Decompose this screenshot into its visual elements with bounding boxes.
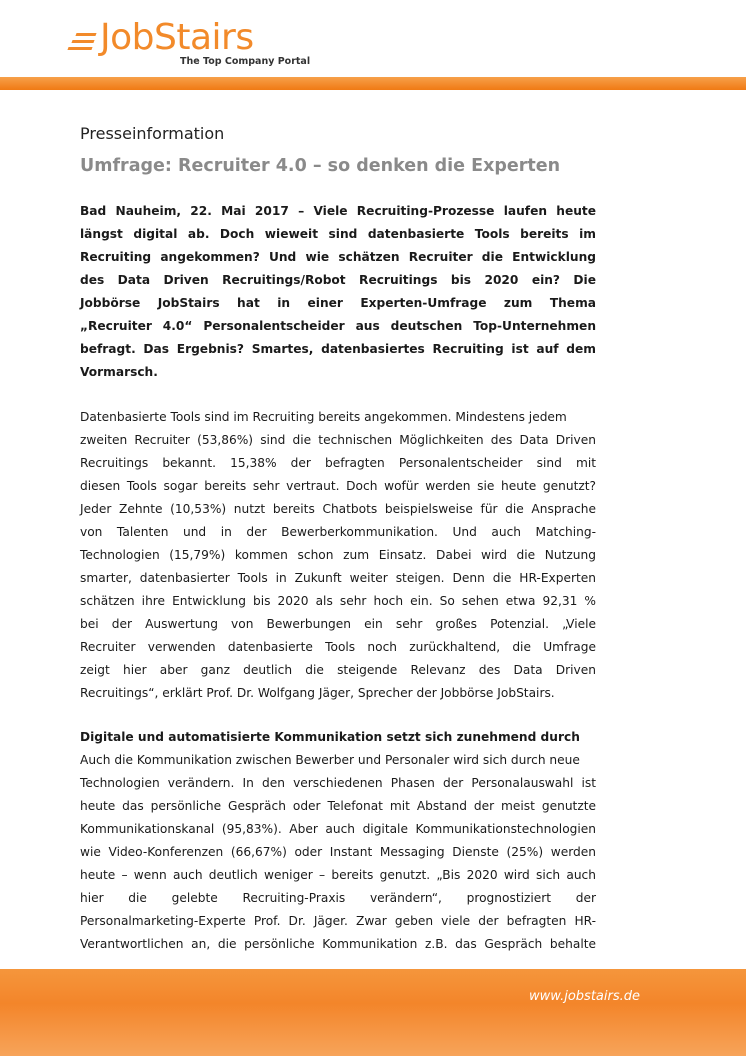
lead-line: befragt. Das Ergebnis? Smartes, datenbasiertes Recruiting ist auf dem xyxy=(80,342,596,356)
section-heading-text: Digitale und automatisierte Kommunikation setzt sich zunehmend durch xyxy=(80,730,580,744)
body-line: diesen Tools sogar bereits sehr vertraut. Doch wofür werden sie heute genutzt? xyxy=(80,479,596,493)
body-line: heute das persönliche Gespräch oder Telefonat mit Abstand der meist genutzte xyxy=(80,799,596,813)
body-line: zweiten Recruiter (53,86%) sind die technischen Möglichkeiten des Data Driven xyxy=(80,433,596,447)
lead-line: „Recruiter 4.0“ Personalentscheider aus deutschen Top-Unternehmen xyxy=(80,319,596,333)
lead-line: längst digital ab. Doch wieweit sind datenbasierte Tools bereits im xyxy=(80,227,596,241)
body-line: von Talenten und in der Bewerberkommunikation. Und auch Matching- xyxy=(80,525,596,539)
section-heading xyxy=(80,726,596,749)
logo-wordmark: JobStairs xyxy=(100,17,254,58)
footer-website-link[interactable]: www.jobstairs.de xyxy=(529,989,640,1004)
body-line: Recruiter verwenden datenbasierte Tools noch zurückhaltend, die Umfrage xyxy=(80,640,596,654)
body-line: schätzen ihre Entwicklung bis 2020 als sehr hoch ein. So sehen etwa 92,31 % xyxy=(80,594,596,608)
body-line: Recruitings bekannt. 15,38% der befragten Personalentscheider sind mit xyxy=(80,456,596,470)
body-line: Technologien (15,79%) kommen schon zum Einsatz. Dabei wird die Nutzung xyxy=(80,548,596,562)
jobstairs-logo[interactable] xyxy=(68,18,328,70)
body-paragraph-2 xyxy=(80,749,596,956)
lead-line: Bad Nauheim, 22. Mai 2017 – Viele Recruiting-Prozesse laufen heute xyxy=(80,204,596,218)
body-line: heute – wenn auch deutlich weniger – bereits genutzt. „Bis 2020 wird sich auch xyxy=(80,868,596,882)
body-paragraph-1 xyxy=(80,406,596,705)
body-line: hier die gelebte Recruiting-Praxis verändern“, prognostiziert der xyxy=(80,891,596,905)
body-line: bei der Auswertung von Bewerbungen ein sehr großes Potenzial. „Viele xyxy=(80,617,596,631)
logo-tagline: The Top Company Portal xyxy=(180,56,311,67)
logo-stripes-icon xyxy=(68,33,98,55)
body-line: wie Video-Konferenzen (66,67%) oder Instant Messaging Dienste (25%) werden xyxy=(80,845,596,859)
lead-line: des Data Driven Recruitings/Robot Recruitings bis 2020 ein? Die xyxy=(80,273,596,287)
body-line: Datenbasierte Tools sind im Recruiting bereits angekommen. Mindestens jedem xyxy=(80,410,567,424)
body-line: Auch die Kommunikation zwischen Bewerber und Personaler wird sich durch neue xyxy=(80,753,580,767)
body-line: Jeder Zehnte (10,53%) nutzt bereits Chatbots beispielsweise für die Ansprache xyxy=(80,502,596,516)
page-header xyxy=(0,0,746,90)
lead-paragraph xyxy=(80,200,596,384)
document-type: Presseinformation xyxy=(80,124,225,143)
lead-line: Recruiting angekommen? Und wie schätzen Recruiter die Entwicklung xyxy=(80,250,596,264)
body-line: Kommunikationskanal (95,83%). Aber auch digitale Kommunikationstechnologien xyxy=(80,822,596,836)
body-line: Personalmarketing-Experte Prof. Dr. Jäger. Zwar geben viele der befragten HR- xyxy=(80,914,596,928)
header-orange-bar xyxy=(0,77,746,90)
lead-line: Vormarsch. xyxy=(80,365,158,379)
page-title: Umfrage: Recruiter 4.0 – so denken die Experten xyxy=(80,156,561,176)
lead-line: Jobbörse JobStairs hat in einer Experten-Umfrage zum Thema xyxy=(80,296,596,310)
body-line: zeigt hier aber ganz deutlich die steigende Relevanz des Data Driven xyxy=(80,663,596,677)
body-line: smarter, datenbasierter Tools in Zukunft weiter steigen. Denn die HR-Experten xyxy=(80,571,596,585)
body-line: Recruitings“, erklärt Prof. Dr. Wolfgang Jäger, Sprecher der Jobbörse JobStairs. xyxy=(80,686,555,700)
page-footer xyxy=(0,969,746,1056)
body-line: Verantwortlichen an, die persönliche Kommunikation z.B. das Gespräch behalte xyxy=(80,937,596,951)
body-line: Technologien verändern. In den verschiedenen Phasen der Personalauswahl ist xyxy=(80,776,596,790)
